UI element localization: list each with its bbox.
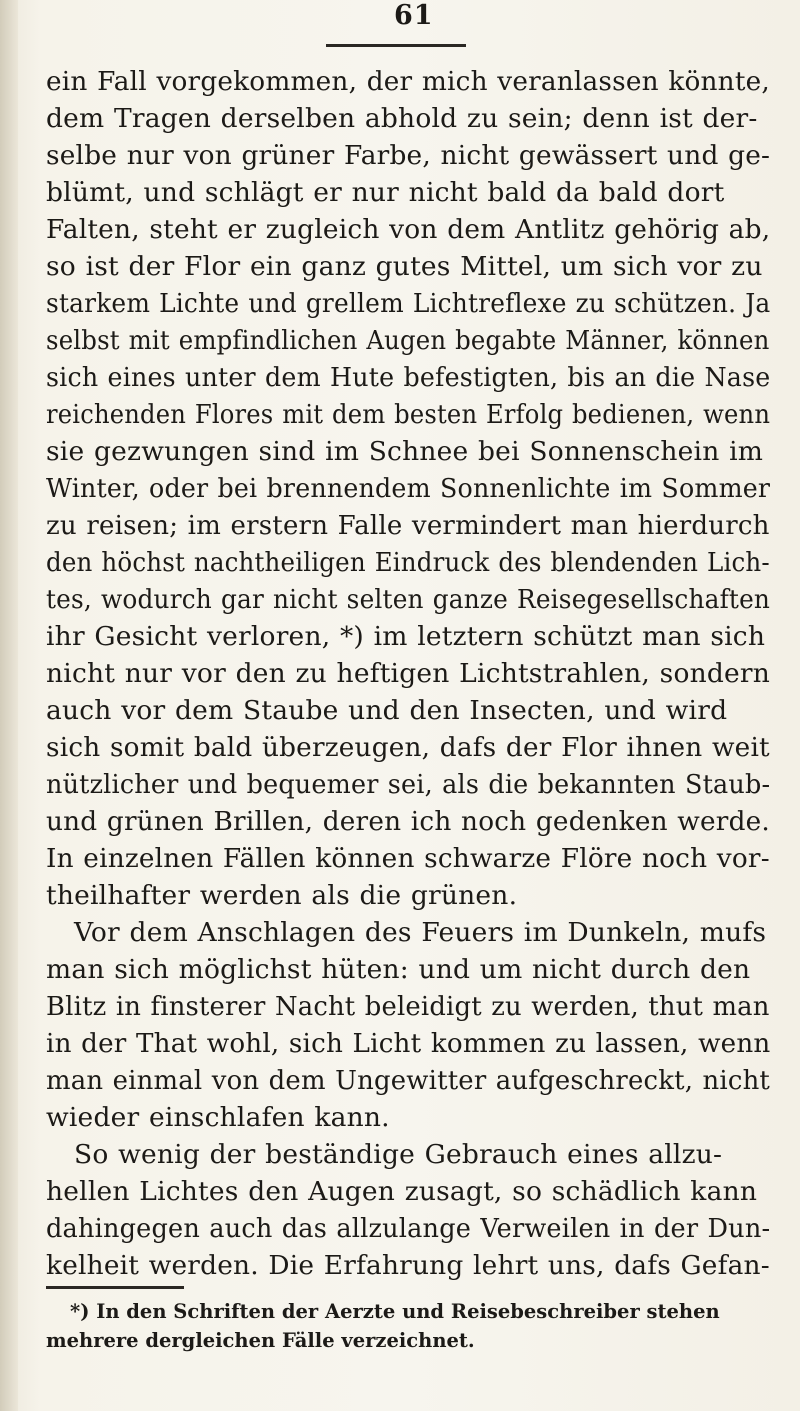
text-line: dahingegen auch das allzulange Verweilen in der Dun- — [46, 1213, 771, 1244]
text-line: man sich möglichst hüten: und um nicht durch den — [46, 954, 751, 985]
page-number: 61 — [394, 0, 434, 31]
text-line: nützlicher und bequemer sei, als die bekannten Staub- — [46, 769, 771, 800]
text-line: Vor dem Anschlagen des Feuers im Dunkeln, mufs — [74, 917, 767, 948]
text-line: dem Tragen derselben abhold zu sein; denn ist der- — [46, 103, 758, 134]
text-line: wieder einschlafen kann. — [46, 1102, 390, 1133]
text-line: sich eines unter dem Hute befestigten, bis an die Nase — [46, 362, 771, 393]
text-line: und grünen Brillen, deren ich noch gedenken werde. — [46, 806, 770, 837]
text-line: hellen Lichtes den Augen zusagt, so schädlich kann — [46, 1176, 758, 1207]
text-line: Winter, oder bei brennendem Sonnenlichte im Sommer — [46, 473, 771, 504]
text-line: ihr Gesicht verloren, *) im letztern schützt man sich — [46, 621, 766, 652]
text-line: Falten, steht er zugleich von dem Antlitz gehörig ab, — [46, 214, 771, 245]
footnote-line: *) In den Schriften der Aerzte und Reisebeschreiber stehen — [70, 1300, 720, 1323]
text-line: Blitz in finsterer Nacht beleidigt zu werden, thut man — [46, 991, 770, 1022]
text-line: selbst mit empfindlichen Augen begabte Männer, können — [46, 325, 770, 356]
text-line: sich somit bald überzeugen, dafs der Flor ihnen weit — [46, 732, 770, 763]
text-line: kelheit werden. Die Erfahrung lehrt uns, dafs Gefan- — [46, 1250, 770, 1281]
text-line: nicht nur vor den zu heftigen Lichtstrahlen, sondern — [46, 658, 771, 689]
text-line: ein Fall vorgekommen, der mich veranlassen könnte, — [46, 66, 770, 97]
text-line: zu reisen; im erstern Falle vermindert man hierdurch — [46, 510, 770, 541]
text-line: selbe nur von grüner Farbe, nicht gewässert und ge- — [46, 140, 771, 171]
text-line: man einmal von dem Ungewitter aufgeschreckt, nicht — [46, 1065, 771, 1096]
text-line: sie gezwungen sind im Schnee bei Sonnenschein im — [46, 436, 764, 467]
text-line: den höchst nachtheiligen Eindruck des blendenden Lich- — [46, 547, 770, 578]
footnote-line: mehrere dergleichen Fälle verzeichnet. — [46, 1329, 475, 1352]
text-line: theilhafter werden als die grünen. — [46, 880, 518, 911]
text-line: so ist der Flor ein ganz gutes Mittel, um sich vor zu — [46, 251, 763, 282]
footnote-rule — [46, 1286, 184, 1289]
header-rule — [326, 44, 466, 47]
text-line: In einzelnen Fällen können schwarze Flöre noch vor- — [46, 843, 770, 874]
text-line: reichenden Flores mit dem besten Erfolg bedienen, wenn — [46, 399, 771, 430]
text-line: starkem Lichte und grellem Lichtreflexe zu schützen. Ja — [46, 288, 771, 319]
text-line: auch vor dem Staube und den Insecten, und wird — [46, 695, 728, 726]
text-line: tes, wodurch gar nicht selten ganze Reisegesellschaften — [46, 584, 771, 615]
text-line: So wenig der beständige Gebrauch eines allzu- — [74, 1139, 723, 1170]
page-gutter-shadow — [0, 0, 18, 1411]
text-line: in der That wohl, sich Licht kommen zu lassen, wenn — [46, 1028, 771, 1059]
text-line: blümt, und schlägt er nur nicht bald da bald dort — [46, 177, 725, 208]
